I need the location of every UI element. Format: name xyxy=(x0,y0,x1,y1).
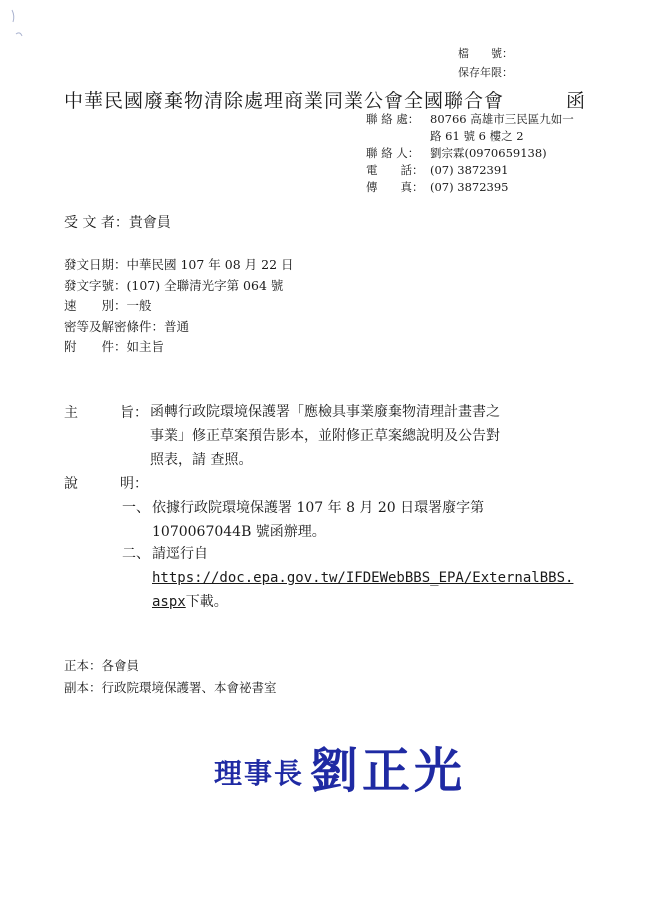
document-type: 函 xyxy=(566,90,587,112)
scan-mark xyxy=(6,6,36,46)
explanation-item-2-marker: 二、 xyxy=(122,546,150,562)
address-label: 聯 絡 處： xyxy=(366,112,420,126)
explanation-item-1 xyxy=(152,496,484,544)
file-number-label: 檔 號： xyxy=(458,47,513,60)
contact-person-row xyxy=(366,145,574,162)
issue-number: 發文字號：(107) 全聯清光字第 064 號 xyxy=(64,277,284,293)
subject-label: 主 旨： xyxy=(64,405,148,421)
subject-line-1: 函轉行政院環境保護署「應檢具事業廢棄物清理計畫書之 xyxy=(150,404,500,420)
contact-address-row xyxy=(366,111,574,128)
contact-block xyxy=(366,111,574,196)
subject-line-3: 照表，請 查照。 xyxy=(150,452,253,468)
recipient-line: 受 文 者：貴會員 xyxy=(64,215,171,231)
contact-phone-row xyxy=(366,162,574,179)
explanation-item-2 xyxy=(152,542,573,614)
fax-value: (07) 3872395 xyxy=(430,180,509,194)
contact-person-value: 劉宗霖(0970659138) xyxy=(430,146,547,160)
item-1-line-1: 依據行政院環境保護署 107 年 8 月 20 日環署廢字第 xyxy=(152,500,485,516)
contact-address-row-2 xyxy=(366,128,574,145)
contact-fax-row xyxy=(366,179,574,196)
explanation-item-1-marker: 一、 xyxy=(122,500,150,516)
phone-value: (07) 3872391 xyxy=(430,163,509,177)
item-2-suffix: 下載。 xyxy=(185,594,228,610)
item-2-line-1: 請逕行自 xyxy=(152,546,208,562)
fax-label: 傳 真： xyxy=(366,180,424,194)
delivery-speed: 速 別：一般 xyxy=(64,298,152,313)
issue-date: 發文日期：中華民國 107 年 08 月 22 日 xyxy=(64,257,294,272)
phone-label: 電 話： xyxy=(366,163,424,177)
item-1-line-2: 1070067044B 號函辦理。 xyxy=(152,524,326,540)
item-2-link-line-2 xyxy=(152,590,573,614)
document-meta xyxy=(64,255,294,358)
security-level: 密等及解密條件：普通 xyxy=(64,318,190,334)
item-2-link-line-1 xyxy=(152,566,573,590)
explanation-label: 說 明： xyxy=(64,476,148,492)
primary-recipients: 正本：各會員 xyxy=(64,658,140,673)
attachment-info: 附 件：如主旨 xyxy=(64,339,165,354)
address-line-2: 路 61 號 6 樓之 2 xyxy=(430,129,524,143)
subject-text xyxy=(150,400,500,472)
subject-line-2: 事業」修正草案預告影本，並附修正草案總說明及公告對 xyxy=(150,428,500,444)
download-link[interactable]: https://doc.epa.gov.tw/IFDEWebBBS_EPA/ExternalBBS. xyxy=(152,570,574,586)
signature-name: 劉正光 xyxy=(310,743,467,799)
download-link-continued[interactable]: aspx xyxy=(152,594,186,610)
retention-period-label: 保存年限： xyxy=(458,66,513,79)
organization-name: 中華民國廢棄物清除處理商業同業公會全國聯合會 xyxy=(64,90,505,112)
distribution-block xyxy=(64,655,277,699)
contact-person-label: 聯 絡 人： xyxy=(366,146,420,160)
copy-recipients: 副本：行政院環境保護署、本會祕書室 xyxy=(64,680,277,695)
address-line-1: 80766 高雄市三民區九如一 xyxy=(430,112,574,126)
signature-title: 理事長 xyxy=(214,757,305,790)
